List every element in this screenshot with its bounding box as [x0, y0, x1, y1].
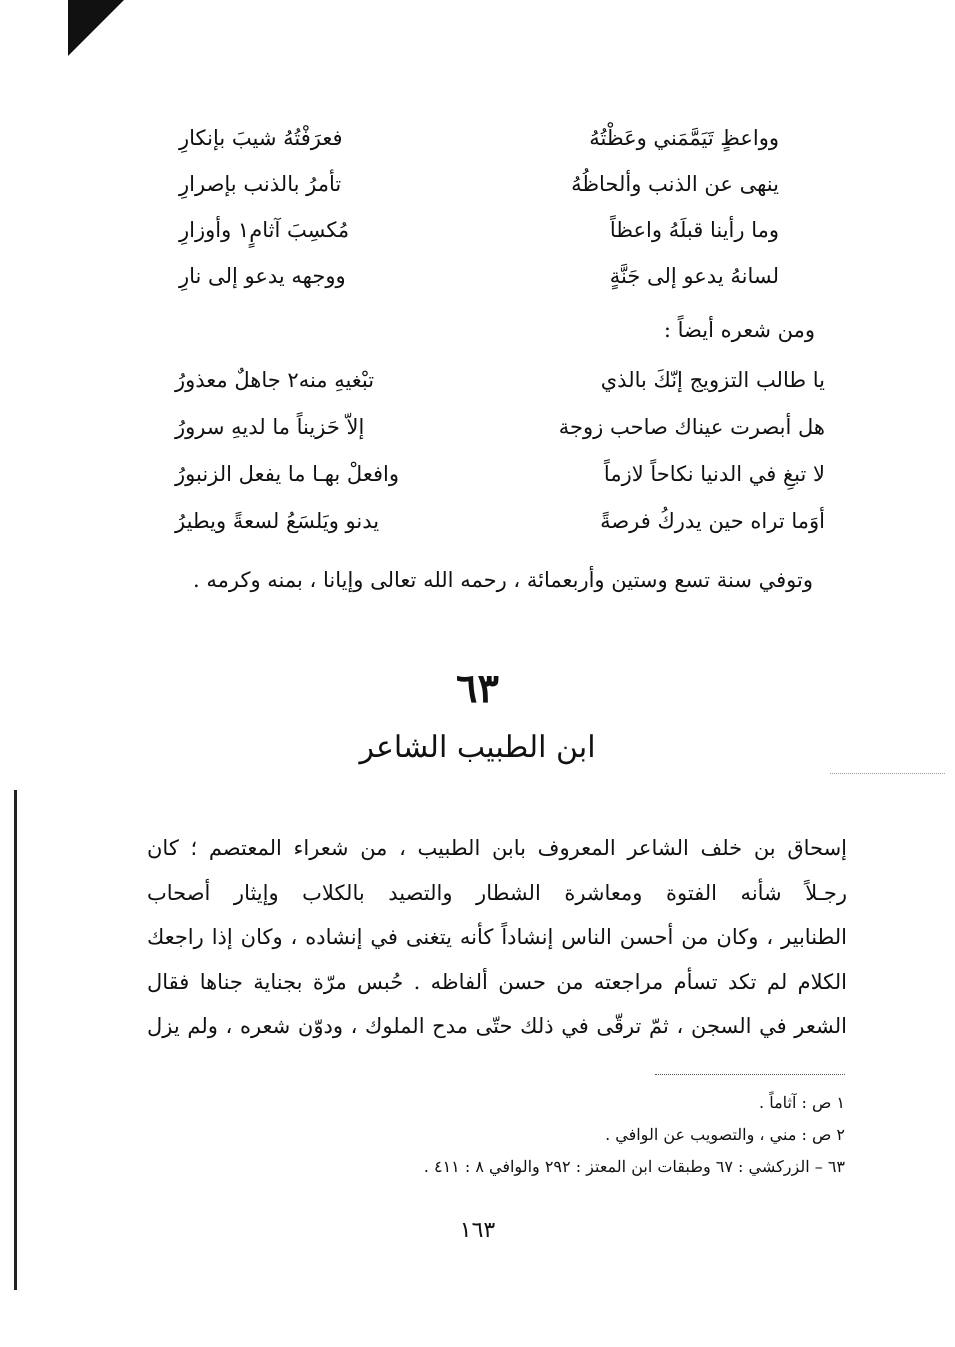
verse-second-hemistich: ووجهه يدعو إلى نارِ: [179, 264, 346, 288]
paragraph-line: رجـلاً شأنه الفتوة ومعاشرة الشطار والتصيد بالكلاب وإيثار أصحاب: [147, 880, 847, 905]
paragraph-line: الكلام لم تكد تسأم مراجعته من حسن ألفاظه . حُبس مرّة بجناية جناها فقال: [147, 969, 847, 994]
footnote-separator: [655, 1074, 845, 1075]
verse-first-hemistich: هل أبصرت عيناك صاحب زوجة: [558, 415, 825, 439]
binding-edge-line: [14, 790, 17, 1290]
verse-line: [175, 415, 825, 462]
biography-paragraph: [147, 826, 847, 1049]
verse-second-hemistich: تبْغيهِ منه٢ جاهلٌ معذورُ: [175, 368, 375, 392]
footnote: ١ ص : آثاماً .: [759, 1093, 845, 1112]
verse-second-hemistich: وافعلْ بهـا ما يفعل الزنبورُ: [175, 462, 399, 486]
footnote: ٦٣ – الزركشي : ٦٧ وطبقات ابن المعتز : ٢٩٢ والوافي ٨ : ٤١١ .: [423, 1157, 845, 1176]
verse-first-hemistich: لا تبغِ في الدنيا نكاحاً لازماً: [603, 462, 825, 486]
footnotes: [424, 1093, 845, 1189]
death-note: وتوفي سنة تسع وستين وأربعمائة ، رحمه الله تعالى وإيانا ، بمنه وكرمه .: [193, 568, 813, 592]
verse-first-hemistich: وما رأينا قبلَهُ واعظاً: [609, 218, 779, 242]
verse-second-hemistich: يدنو ويَلسَعُ لسعةً ويطيرُ: [175, 509, 380, 533]
verse-first-hemistich: وواعظٍ تَيَمَّمَني وعَظْتُهُ: [589, 126, 779, 150]
decorative-dotted-line: [830, 773, 945, 774]
verse-first-hemistich: يا طالب التزويج إنّكَ بالذي: [600, 368, 825, 392]
verse-line: [179, 126, 779, 172]
verse-line: [175, 368, 825, 415]
verse-second-hemistich: تأمرُ بالذنب بإصرارِ: [179, 172, 342, 196]
verse-line: [179, 172, 779, 218]
poem-2: [175, 368, 825, 556]
verse-line: [175, 509, 825, 556]
verse-second-hemistich: مُكسِبَ آثامٍ١ وأوزارِ: [179, 218, 350, 242]
verse-second-hemistich: فعرَفْتُهُ شيبَ بإنكارِ: [179, 126, 343, 150]
poem-introduction: ومن شعره أيضاً :: [663, 318, 815, 342]
paragraph-line: الشعر في السجن ، ثمّ ترقّى في ذلك حتّى مدح الملوك ، ودوّن شعره ، ولم يزل: [147, 1014, 847, 1038]
verse-line: [175, 462, 825, 509]
paragraph-line: إسحاق بن خلف الشاعر المعروف بابن الطبيب ، من شعراء المعتصم ؛ كان: [147, 836, 847, 860]
footnote: ٢ ص : مني ، والتصويب عن الوافي .: [605, 1125, 845, 1144]
verse-first-hemistich: لسانهُ يدعو إلى جَنَّةٍ: [609, 264, 779, 288]
poem-1: [179, 126, 779, 310]
page-corner-mark: [68, 0, 124, 56]
verse-first-hemistich: أوَما تراه حين يدركُ فرصةً: [600, 509, 825, 533]
entry-number: ٦٣: [456, 665, 499, 712]
entry-title: ابن الطبيب الشاعر: [359, 730, 596, 765]
verse-second-hemistich: إلاّ حَزيناً ما لديهِ سرورُ: [175, 415, 365, 439]
verse-line: [179, 264, 779, 310]
page-number: ١٦٣: [459, 1218, 496, 1243]
verse-line: [179, 218, 779, 264]
paragraph-line: الطنابير ، وكان من أحسن الناس إنشاداً كأنه يتغنى في إنشاده ، وكان إذا راجعك: [147, 925, 847, 949]
verse-first-hemistich: ينهى عن الذنب وألحاظُهُ: [571, 172, 779, 196]
